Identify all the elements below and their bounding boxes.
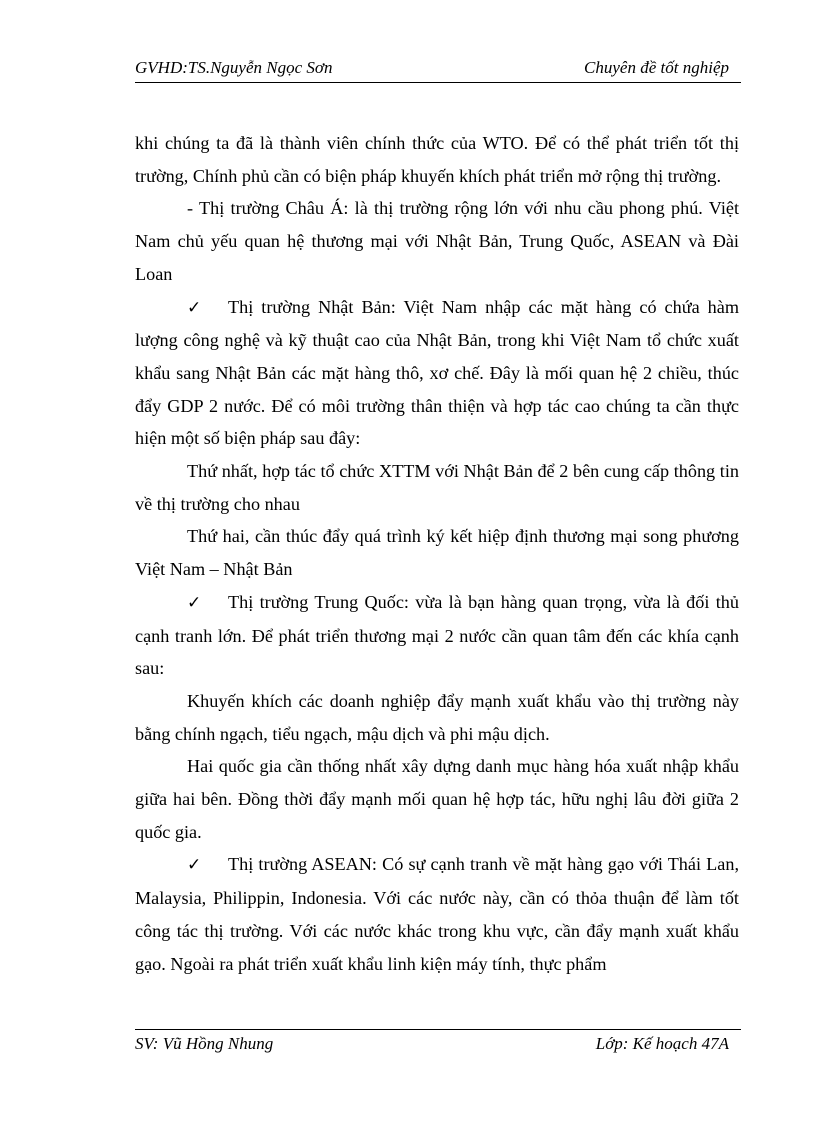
paragraph-china-text: Thị trường Trung Quốc: vừa là bạn hàng quan trọng, vừa là đối thủ cạnh tranh lớn. Để phát triển thương mại 2 nước cần quan tâm đến các khía cạnh sau: (135, 591, 739, 679)
paragraph-japan-text: Thị trường Nhật Bản: Việt Nam nhập các mặt hàng có chứa hàm lượng công nghệ và kỹ thuật cao của Nhật Bản, trong khi Việt Nam tổ chức xuất khẩu sang Nhật Bản các mặt hàng thô, xơ chế. Đây là mối quan hệ 2 chiều, thúc đẩy GDP 2 nước. Để có môi trường thân thiện và hợp tác cao chúng ta cần thực hiện một số biện pháp sau đây: (135, 296, 739, 449)
checkmark-icon: ✓ (187, 297, 202, 318)
header-supervisor: GVHD:TS.Nguyễn Ngọc Sơn (135, 58, 333, 77)
header-divider (135, 82, 741, 83)
paragraph-china-cooperation: Hai quốc gia cần thống nhất xây dựng danh mục hàng hóa xuất nhập khẩu giữa hai bên. Đồng thời đẩy mạnh mối quan hệ hợp tác, hữu nghị lâu đời giữa 2 quốc gia. (135, 756, 739, 842)
footer-class: Lớp: Kế hoạch 47A (595, 1034, 729, 1053)
header-document-type: Chuyên đề tốt nghiệp (584, 58, 729, 77)
paragraph-japan-first-measure: Thứ nhất, hợp tác tổ chức XTTM với Nhật Bản để 2 bên cung cấp thông tin về thị trường cho nhau (135, 461, 739, 514)
footer-student: SV: Vũ Hồng Nhung (135, 1034, 274, 1053)
page-body (135, 127, 739, 980)
paragraph-china-export: Khuyến khích các doanh nghiệp đẩy mạnh xuất khẩu vào thị trường này bằng chính ngạch, tiểu ngạch, mậu dịch và phi mậu dịch. (135, 690, 739, 744)
checkmark-icon: ✓ (187, 592, 202, 613)
paragraph-japan-market (135, 291, 739, 456)
paragraph-asia-market: - Thị trường Châu Á: là thị trường rộng lớn với nhu cầu phong phú. Việt Nam chủ yếu quan hệ thương mại với Nhật Bản, Trung Quốc, ASEAN và Đài Loan (135, 198, 739, 284)
paragraph-china-market (135, 586, 739, 685)
checkmark-icon: ✓ (187, 855, 202, 876)
paragraph-japan-second-measure: Thứ hai, cần thúc đẩy quá trình ký kết hiệp định thương mại song phương Việt Nam – Nhật Bản (135, 526, 739, 580)
footer-divider (135, 1029, 741, 1030)
paragraph-asean-text: Thị trường ASEAN: Có sự cạnh tranh về mặt hàng gạo với Thái Lan, Malaysia, Philippin, Indonesia. Với các nước này, cần có thỏa thuận để làm tốt công tác thị trường. Với các nước khác trong khu vực, cần đẩy mạnh xuất khẩu gạo. Ngoài ra phát triển xuất khẩu linh kiện máy tính, thực phẩm (135, 854, 739, 974)
paragraph-continuation: khi chúng ta đã là thành viên chính thức của WTO. Để có thể phát triển tốt thị trường, Chính phủ cần có biện pháp khuyến khích phát triển mở rộng thị trường. (135, 133, 739, 186)
paragraph-asean-market (135, 848, 739, 980)
